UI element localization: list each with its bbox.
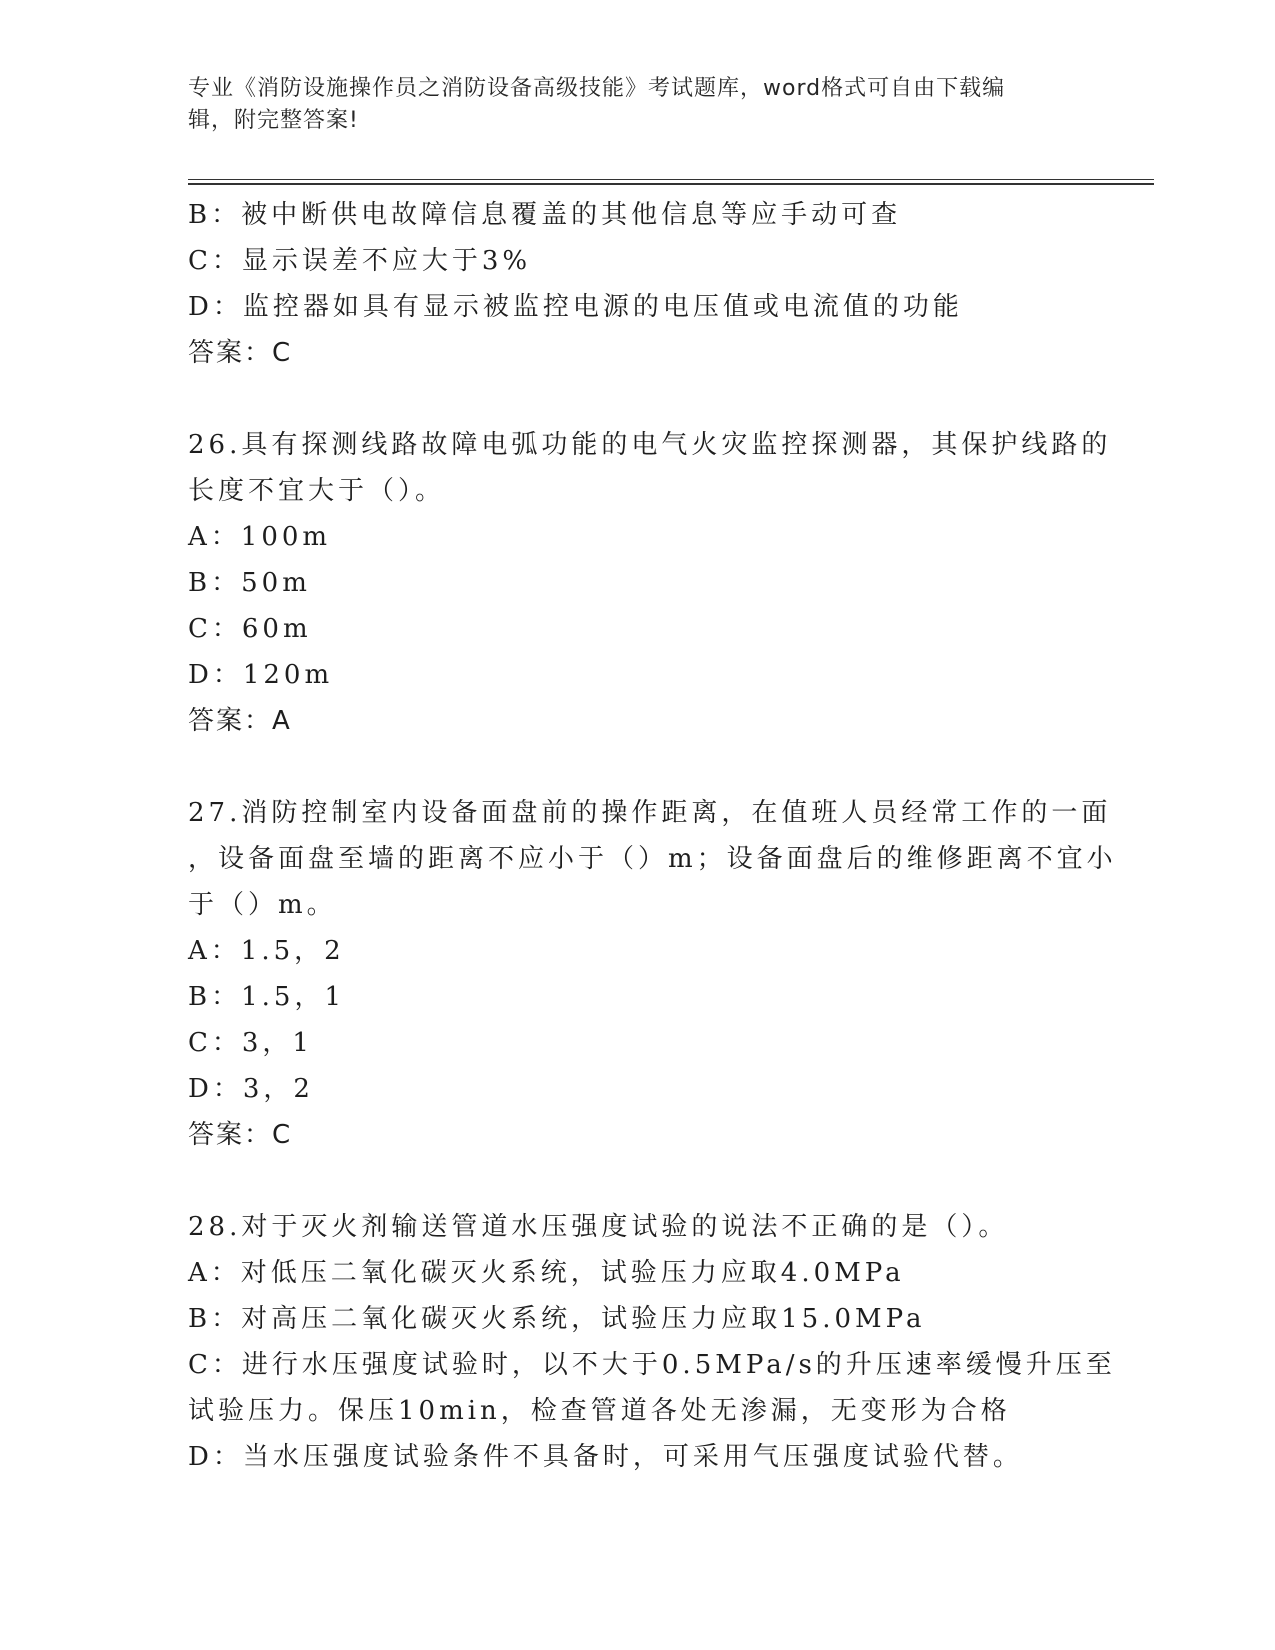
answer-label: 答案：A	[188, 706, 292, 736]
option-d: D：当水压强度试验条件不具备时，可采用气压强度试验代替。	[188, 1442, 1023, 1472]
option-d: D：3，2	[188, 1074, 314, 1104]
option-a: A：100m	[188, 522, 332, 552]
header-line-2: 辑，附完整答案!	[188, 108, 359, 133]
option-d: D：120m	[188, 660, 334, 690]
document-header	[188, 73, 1068, 137]
question-content	[188, 192, 1117, 1480]
option-c-continued: 试验压力。保压10min，检查管道各处无渗漏，无变形为合格	[188, 1396, 1011, 1426]
question-28	[188, 1204, 1116, 1480]
question-stem-line: 于（）m。	[188, 890, 337, 920]
option-b: B：被中断供电故障信息覆盖的其他信息等应手动可查	[188, 200, 902, 230]
option-b: B：对高压二氧化碳灭火系统，试验压力应取15.0MPa	[188, 1304, 926, 1334]
question-stem-line: 26.具有探测线路故障电弧功能的电气火灾监控探测器，其保护线路的	[188, 430, 1112, 460]
question-stem-line: 28.对于灭火剂输送管道水压强度试验的说法不正确的是（）。	[188, 1212, 1009, 1242]
answer-label: 答案：C	[188, 1120, 293, 1150]
question-stem-line: 27.消防控制室内设备面盘前的操作距离，在值班人员经常工作的一面	[188, 798, 1112, 828]
option-c: C：60m	[188, 614, 312, 644]
question-stem-line: ，设备面盘至墙的距离不应小于（）m；设备面盘后的维修距离不宜小	[188, 844, 1117, 874]
option-c: C：进行水压强度试验时，以不大于0.5MPa/s的升压速率缓慢升压至	[188, 1350, 1116, 1380]
answer-label: 答案：C	[188, 338, 293, 368]
header-line-1: 专业《消防设施操作员之消防设备高级技能》考试题库，word格式可自由下载编	[188, 76, 1006, 101]
option-c: C：3，1	[188, 1028, 313, 1058]
question-stem-line: 长度不宜大于（）。	[188, 476, 446, 506]
header-divider-thick	[188, 183, 1154, 185]
option-b: B：50m	[188, 568, 311, 598]
option-b: B：1.5，1	[188, 982, 345, 1012]
prev-question-block	[188, 192, 1088, 376]
question-26	[188, 422, 1112, 744]
option-d: D：监控器如具有显示被监控电源的电压值或电流值的功能	[188, 292, 963, 322]
question-27	[188, 790, 1117, 1158]
header-divider-thin	[188, 179, 1154, 180]
option-a: A：对低压二氧化碳灭火系统，试验压力应取4.0MPa	[188, 1258, 905, 1288]
option-c: C：显示误差不应大于3%	[188, 246, 532, 276]
option-a: A：1.5，2	[188, 936, 345, 966]
